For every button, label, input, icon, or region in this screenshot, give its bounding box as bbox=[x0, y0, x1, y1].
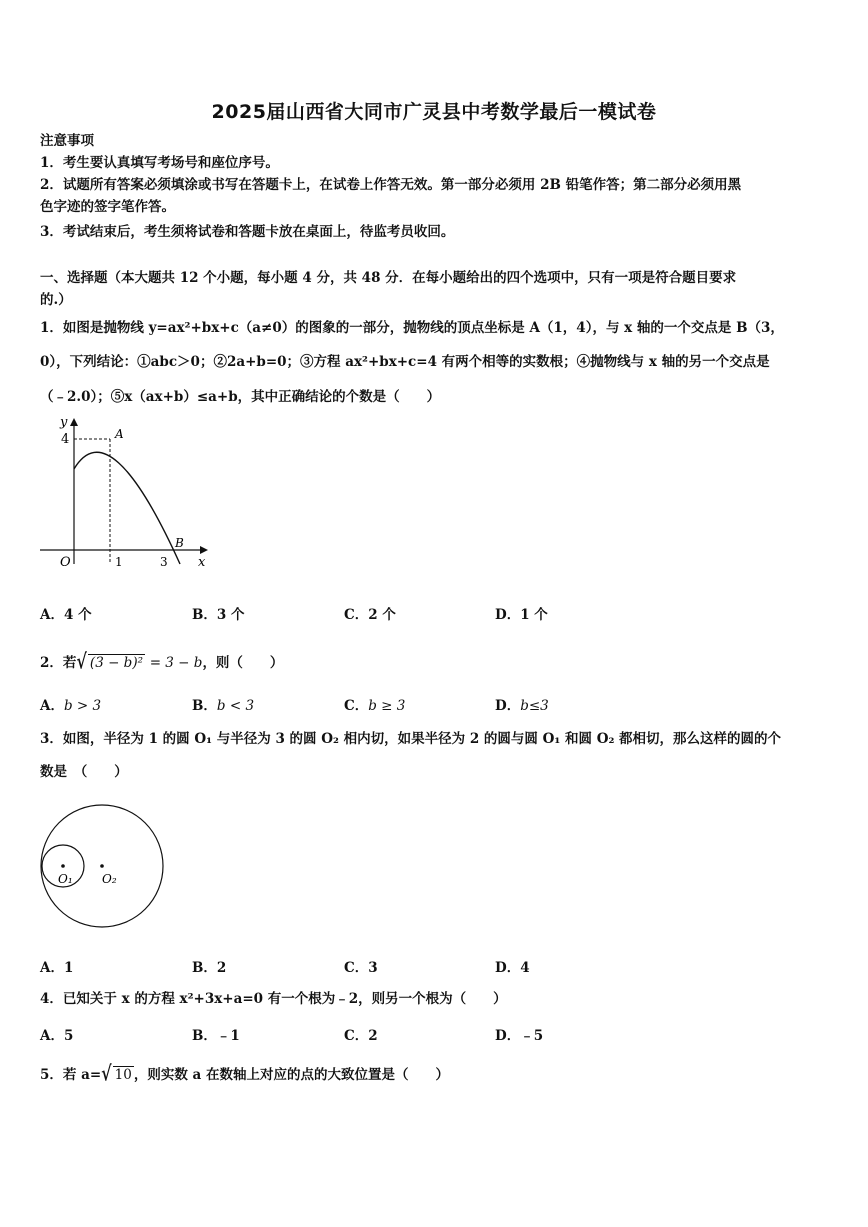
q4-option-c[interactable]: C．2 bbox=[344, 1028, 378, 1044]
notice-item-2-cont: 色字迹的签字笔作答。 bbox=[40, 199, 175, 215]
label-o2: O₂ bbox=[102, 872, 117, 886]
q2-suffix: ，则（ ） bbox=[202, 655, 284, 671]
q1-option-c[interactable]: C．2 个 bbox=[344, 607, 396, 623]
parabola-curve bbox=[74, 452, 180, 564]
q4-text: 4．已知关于 x 的方程 x²+3x+a=0 有一个根为﹣2，则另一个根为（ ） bbox=[40, 991, 507, 1007]
q4-option-b[interactable]: B．﹣1 bbox=[192, 1028, 240, 1044]
q2-prefix: 2．若 bbox=[40, 655, 77, 671]
q2-option-c[interactable]: C．b ≥ 3 bbox=[344, 698, 406, 714]
section-heading-line1: 一、选择题（本大题共 12 个小题，每小题 4 分，共 48 分．在每小题给出的四个选项中，只有一项是符合题目要求 bbox=[40, 270, 737, 286]
q3-circles-figure bbox=[36, 800, 171, 930]
page-title: 2025届山西省大同市广灵县中考数学最后一模试卷 bbox=[211, 101, 657, 123]
q5-text bbox=[40, 1061, 840, 1086]
notice-item-1: 1．考生要认真填写考场号和座位序号。 bbox=[40, 155, 279, 171]
x-tick-1: 1 bbox=[115, 555, 123, 569]
vertex-label: A bbox=[115, 427, 124, 441]
q2-option-b[interactable]: B．b < 3 bbox=[192, 698, 255, 714]
sqrt-icon: √ bbox=[101, 1061, 112, 1086]
q1-option-b[interactable]: B．3 个 bbox=[192, 607, 245, 623]
q5-suffix: ，则实数 a 在数轴上对应的点的大致位置是（ ） bbox=[133, 1067, 450, 1083]
q3-text-line1: 3．如图，半径为 1 的圆 O₁ 与半径为 3 的圆 O₂ 相内切，如果半径为 2 的圆与圆 O₁ 和圆 O₂ 都相切，那么这样的圆的个 bbox=[40, 731, 782, 747]
q4-option-d[interactable]: D．﹣5 bbox=[495, 1028, 544, 1044]
y-axis-label: y bbox=[60, 415, 68, 430]
x-axis-label: x bbox=[198, 555, 206, 570]
label-o1: O₁ bbox=[58, 872, 73, 886]
q2-rhs: = 3 − b bbox=[149, 655, 203, 671]
center-o2-dot bbox=[100, 864, 104, 868]
sqrt-icon: √ bbox=[76, 649, 87, 674]
q3-option-a[interactable]: A．1 bbox=[40, 960, 74, 976]
notice-heading: 注意事项 bbox=[40, 133, 94, 149]
q4-options bbox=[40, 1024, 840, 1044]
q3-options bbox=[40, 956, 840, 976]
q3-option-b[interactable]: B．2 bbox=[192, 960, 227, 976]
q2-options bbox=[40, 694, 840, 714]
section-heading-line2: 的.） bbox=[40, 292, 72, 308]
q2-option-d[interactable]: D．b≤3 bbox=[495, 698, 549, 714]
q3-option-c[interactable]: C．3 bbox=[344, 960, 378, 976]
center-o1-dot bbox=[61, 864, 65, 868]
q2-option-a[interactable]: A．b > 3 bbox=[40, 698, 102, 714]
q1-options bbox=[40, 603, 840, 623]
root-label: B bbox=[175, 536, 184, 550]
q1-option-a[interactable]: A．4 个 bbox=[40, 607, 92, 623]
q4-option-a[interactable]: A．5 bbox=[40, 1028, 74, 1044]
q1-text-line2: 0），下列结论：①abc＞0；②2a+b=0；③方程 ax²+bx+c=4 有两个相等的实数根；④抛物线与 x 轴的另一个交点是 bbox=[40, 354, 770, 370]
y-tick-4: 4 bbox=[61, 432, 70, 447]
q2-text bbox=[40, 649, 840, 674]
q5-prefix: 5．若 a= bbox=[40, 1067, 102, 1083]
notice-item-2: 2．试题所有答案必须填涂或书写在答题卡上，在试卷上作答无效。第一部分必须用 2B 铅笔作答；第二部分必须用黑 bbox=[40, 177, 742, 193]
y-axis-arrow-icon bbox=[70, 418, 78, 426]
origin-label: O bbox=[60, 555, 71, 570]
q1-option-d[interactable]: D．1 个 bbox=[495, 607, 548, 623]
q5-radicand: 10 bbox=[114, 1067, 132, 1083]
q1-text-line1: 1．如图是抛物线 y=ax²+bx+c（a≠0）的图象的一部分，抛物线的顶点坐标是 A（1，4），与 x 轴的一个交点是 B（3， bbox=[40, 320, 784, 336]
q1-text-line3: （﹣2.0）；⑤x（ax+b）≤a+b，其中正确结论的个数是（ ） bbox=[40, 389, 441, 405]
x-tick-3: 3 bbox=[160, 555, 168, 569]
q2-radicand: (3 − b)² bbox=[89, 655, 143, 671]
notice-item-3: 3．考试结束后，考生须将试卷和答题卡放在桌面上，待监考员收回。 bbox=[40, 224, 455, 240]
q3-option-d[interactable]: D．4 bbox=[495, 960, 530, 976]
q1-parabola-graph bbox=[36, 414, 216, 574]
x-axis-arrow-icon bbox=[200, 546, 208, 554]
q3-text-line2: 数是 （ ） bbox=[40, 764, 128, 780]
